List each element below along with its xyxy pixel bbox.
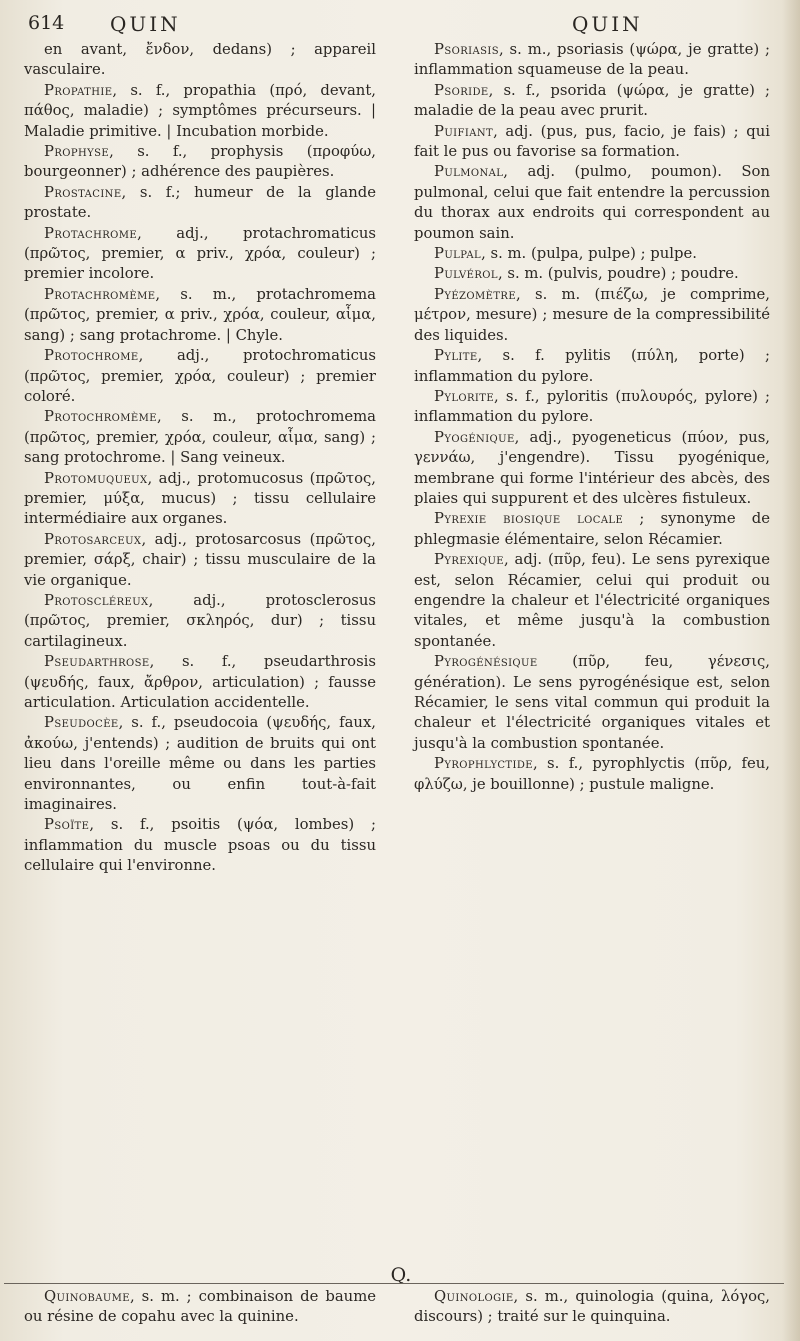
section-letter: Q. <box>390 1264 412 1286</box>
headword: Pulmonal <box>434 163 504 181</box>
page-number: 614 <box>28 12 65 34</box>
definition: , adj., protachromaticus (πρῶτος, premier, α priv., χρόα, couleur) ; premier incolore. <box>24 224 376 283</box>
dictionary-entry <box>24 591 376 652</box>
headword: Protochromème <box>44 408 157 426</box>
definition: , adj., protosarcosus (πρῶτος, premier, σάρξ, chair) ; tissu musculaire de la vie organique. <box>24 530 376 589</box>
definition: en avant, ἔνδον, dedans) ; appareil vasculaire. <box>24 41 376 79</box>
definition: , s. f., psorida (ψώρα, je gratte) ; maladie de la peau avec prurit. <box>414 81 770 120</box>
dictionary-entry <box>414 244 770 264</box>
definition: , adj., protochromaticus (πρῶτος, premier, χρόα, couleur) ; premier coloré. <box>24 347 376 405</box>
dictionary-entry <box>24 815 376 876</box>
section-divider <box>4 1283 784 1284</box>
definition: , s. f. pylitis (πύλη, porte) ; inflammation du pylore. <box>414 347 770 385</box>
definition: , s. f., psoitis (ψόα, lombes) ; inflammation du muscle psoas ou du tissu cellulaire qui l'environne. <box>24 816 376 875</box>
headword: Pyrexie biosique locale <box>434 510 624 528</box>
dictionary-entry <box>414 40 770 81</box>
headword: Propathie <box>44 81 113 99</box>
running-head-left: QUIN <box>110 12 181 36</box>
dictionary-entry <box>414 509 770 550</box>
dictionary-entry <box>24 652 376 713</box>
definition: , s. m., quinologia (quina, λόγος, discours) ; traité sur le quinquina. <box>414 1288 770 1326</box>
headword: Pyrexique <box>434 551 504 569</box>
dictionary-entry <box>414 428 770 510</box>
headword: Psoïte <box>44 816 90 834</box>
headword: Prostacine <box>44 183 122 201</box>
headword: Pyogénique <box>434 428 515 446</box>
headword: Pseudocèe <box>44 714 119 732</box>
headword: Prophyse <box>44 143 110 161</box>
headword: Puifiant <box>434 122 494 140</box>
definition: , s. m. (πιέζω, je comprime, μέτρον, mesure) ; mesure de la compressibilité des liquides. <box>414 285 770 344</box>
dictionary-entry <box>24 142 376 183</box>
dictionary-entry <box>24 713 376 815</box>
definition: (πῦρ, feu, γένεσις, génération). Le sens pyrogénésique est, selon Récamier, le sens vital commun qui produit la chaleur et l'électricité organiques vitales et jusqu'à la combustion spontanée. <box>414 653 770 752</box>
dictionary-entry <box>414 81 770 122</box>
definition: ; synonyme de phlegmasie élémentaire, selon Récamier. <box>414 510 770 548</box>
definition: , s. m. (pulpa, pulpe) ; pulpe. <box>481 245 697 263</box>
dictionary-entry <box>24 469 376 530</box>
dictionary-entry <box>414 162 770 244</box>
headword: Quinologie <box>434 1288 514 1305</box>
dictionary-entry <box>414 652 770 754</box>
definition: , adj., protosclerosus (πρῶτος, premier, σκληρός, dur) ; tissu cartilagineux. <box>24 591 376 650</box>
dictionary-entry <box>24 1287 376 1328</box>
dictionary-entry <box>24 40 376 81</box>
dictionary-entry <box>414 285 770 346</box>
dictionary-entry <box>414 550 770 652</box>
left-column <box>24 40 376 877</box>
definition: , s. m., protachromema (πρῶτος, premier, α priv., χρόα, couleur, αἷμα, sang) ; sang protachrome. | Chyle. <box>24 285 376 344</box>
headword: Quinobaume <box>44 1288 130 1305</box>
dictionary-entry <box>414 754 770 795</box>
definition: , s. f., pseudocoia (ψευδής, faux, ἀκούω, j'entends) ; audition de bruits qui ont lieu dans l'oreille même ou dans les parties environnantes, ou enfin tout-à-fait imaginaires. <box>24 714 376 814</box>
definition: , s. f., pyrophlyctis (πῦρ, feu, φλύζω, je bouillonne) ; pustule maligne. <box>414 755 770 793</box>
definition: , s. m. (pulvis, poudre) ; poudre. <box>497 265 739 283</box>
bottom-left-entry <box>24 1287 376 1328</box>
headword: Pyézomètre <box>434 285 517 303</box>
definition: , s. f., propathia (πρό, devant, πάθος, maladie) ; symptômes précurseurs. | Maladie primitive. | Incubation morbide. <box>24 81 376 140</box>
page-edge-shadow <box>782 0 800 1341</box>
headword: Pyrophlyctide <box>434 755 533 773</box>
dictionary-entry <box>24 183 376 224</box>
headword: Pulpal <box>434 245 482 263</box>
bottom-right-entry <box>414 1287 770 1328</box>
headword: Protachromème <box>44 285 156 303</box>
headword: Pylite <box>434 347 478 365</box>
headword: Pyrogénésique <box>434 653 538 671</box>
definition: , adj., pyogeneticus (πύον, pus, γεννάω, j'engendre). Tissu pyogénique, membrane qui forme l'intérieur des abcès, des plaies qui suppurent et des ulcères fistuleux. <box>414 428 770 507</box>
definition: , s. m., psoriasis (ψώρα, je gratte) ; inflammation squameuse de la peau. <box>414 41 770 79</box>
headword: Protochrome <box>44 347 139 365</box>
dictionary-entry <box>24 346 376 407</box>
definition: , s. f., pseudarthrosis (ψευδής, faux, ἄρθρον, articulation) ; fausse articulation. Articulation accidentelle. <box>24 653 376 711</box>
definition: , adj., protomucosus (πρῶτος, premier, μύξα, mucus) ; tissu cellulaire intermédiaire aux organes. <box>24 469 376 528</box>
definition: , adj. (pus, pus, facio, je fais) ; qui fait le pus ou favorise sa formation. <box>414 122 770 161</box>
definition: , s. m., protochromema (πρῶτος, premier, χρόα, couleur, αἷμα, sang) ; sang protochrome. | Sang veineux. <box>24 408 376 467</box>
dictionary-entry <box>414 264 770 284</box>
dictionary-entry <box>414 387 770 428</box>
headword: Protoscléreux <box>44 591 149 609</box>
definition: , adj. (πῦρ, feu). Le sens pyrexique est, selon Récamier, celui qui produit ou engendre la chaleur et l'électricité organiques vitales, et même jusqu'à la combustion spontanée. <box>414 551 770 650</box>
headword: Pseudarthrose <box>44 653 150 671</box>
definition: , s. f., pyloritis (πυλουρός, pylore) ; inflammation du pylore. <box>414 387 770 426</box>
headword: Psoriasis <box>434 41 499 58</box>
definition: , s. f., prophysis (προφύω, bourgeonner) ; adhérence des paupières. <box>24 143 376 181</box>
right-column <box>414 40 770 795</box>
definition: , s. m. ; combinaison de baume ou résine de copahu avec la quinine. <box>24 1288 376 1326</box>
dictionary-entry <box>24 407 376 468</box>
dictionary-entry <box>24 285 376 346</box>
headword: Protachrome <box>44 224 138 242</box>
headword: Psoride <box>434 81 489 99</box>
dictionary-entry <box>414 1287 770 1328</box>
running-head-right: QUIN <box>572 12 643 36</box>
dictionary-entry <box>24 81 376 142</box>
dictionary-entry <box>24 530 376 591</box>
headword: Pylorite <box>434 387 495 405</box>
headword: Pulvérol <box>434 265 498 283</box>
page-header <box>28 12 768 42</box>
headword: Protosarceux <box>44 530 142 548</box>
dictionary-entry <box>24 224 376 285</box>
headword: Protomuqueux <box>44 469 148 487</box>
dictionary-entry <box>414 346 770 387</box>
definition: , s. f.; humeur de la glande prostate. <box>24 183 376 222</box>
definition: , adj. (pulmo, poumon). Son pulmonal, celui que fait entendre la percussion du thorax aux endroits qui correspondent au poumon sain. <box>414 163 770 242</box>
dictionary-entry <box>414 122 770 163</box>
